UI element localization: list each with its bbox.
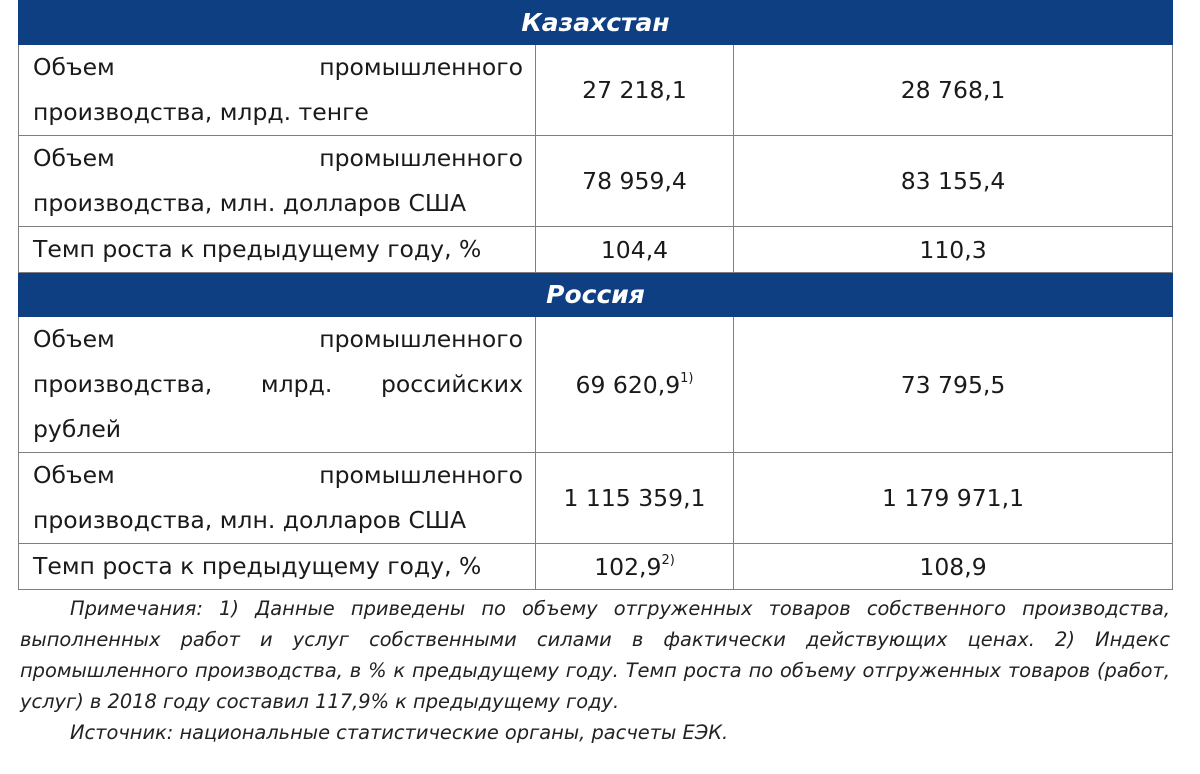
label-word: производства,	[33, 370, 213, 398]
value-cell-1: 104,4	[536, 227, 734, 273]
table-row	[19, 136, 1173, 227]
table-row	[19, 45, 1173, 136]
label-word: Объем	[33, 461, 115, 489]
label-line: производства, млн. долларов США	[33, 189, 467, 217]
label-line: производства, млн. долларов США	[33, 506, 467, 534]
industrial-production-table	[18, 0, 1173, 590]
value-cell-2: 108,9	[734, 544, 1173, 590]
label-line: производства, млрд. тенге	[33, 98, 369, 126]
footnote-marker: 1)	[680, 370, 694, 386]
label-word: промышленного	[319, 53, 523, 81]
value-cell-1: 102,9$^{2)}$	[536, 544, 734, 590]
label-word: промышленного	[319, 461, 523, 489]
table-row	[19, 453, 1173, 544]
table-row	[19, 227, 1173, 273]
value-cell-1: 1 115 359,1	[536, 453, 734, 544]
footnote-marker: 2)	[661, 552, 675, 568]
label-word: Объем	[33, 144, 115, 172]
section-title: Казахстан	[19, 1, 1173, 45]
value-cell-2: 83 155,4	[734, 136, 1173, 227]
value-cell-2: 1 179 971,1	[734, 453, 1173, 544]
row-label	[19, 45, 536, 136]
section-header-russia	[19, 273, 1173, 317]
value-cell-1: 78 959,4	[536, 136, 734, 227]
row-label	[19, 453, 536, 544]
value-cell-2: 73 795,5	[734, 317, 1173, 453]
label-word: млрд.	[260, 370, 333, 398]
label-word: Объем	[33, 325, 115, 353]
label-word: российских	[381, 370, 523, 398]
row-label	[19, 136, 536, 227]
section-title: Россия	[19, 273, 1173, 317]
value-cell-2: 110,3	[734, 227, 1173, 273]
notes-text: Примечания: 1) Данные приведены по объему отгруженных товаров собственного производства, выполненных работ и услуг собственными силами в фактически действующих ценах. 2) Индекс промышленного производства, в % к предыдущему году. Темп роста по объему отгруженных товаров (работ, услуг) в 2018 году составил 117,9% к предыдущему году.	[20, 597, 1170, 713]
table-notes	[20, 593, 1170, 748]
data-table-container	[18, 0, 1172, 590]
table-row	[19, 317, 1173, 453]
value-cell-2: 28 768,1	[734, 45, 1173, 136]
section-header-kazakhstan	[19, 1, 1173, 45]
label-word: промышленного	[319, 144, 523, 172]
row-label: Темп роста к предыдущему году, %	[19, 227, 536, 273]
label-line: рублей	[33, 415, 122, 443]
label-word: промышленного	[319, 325, 523, 353]
source-text: Источник: национальные статистические органы, расчеты ЕЭК.	[70, 721, 729, 744]
label-word: Объем	[33, 53, 115, 81]
value-cell-1: 27 218,1	[536, 45, 734, 136]
row-label	[19, 317, 536, 453]
row-label: Темп роста к предыдущему году, %	[19, 544, 536, 590]
value-cell-1: 69 620,9$^{1)}$	[536, 317, 734, 453]
table-row	[19, 544, 1173, 590]
